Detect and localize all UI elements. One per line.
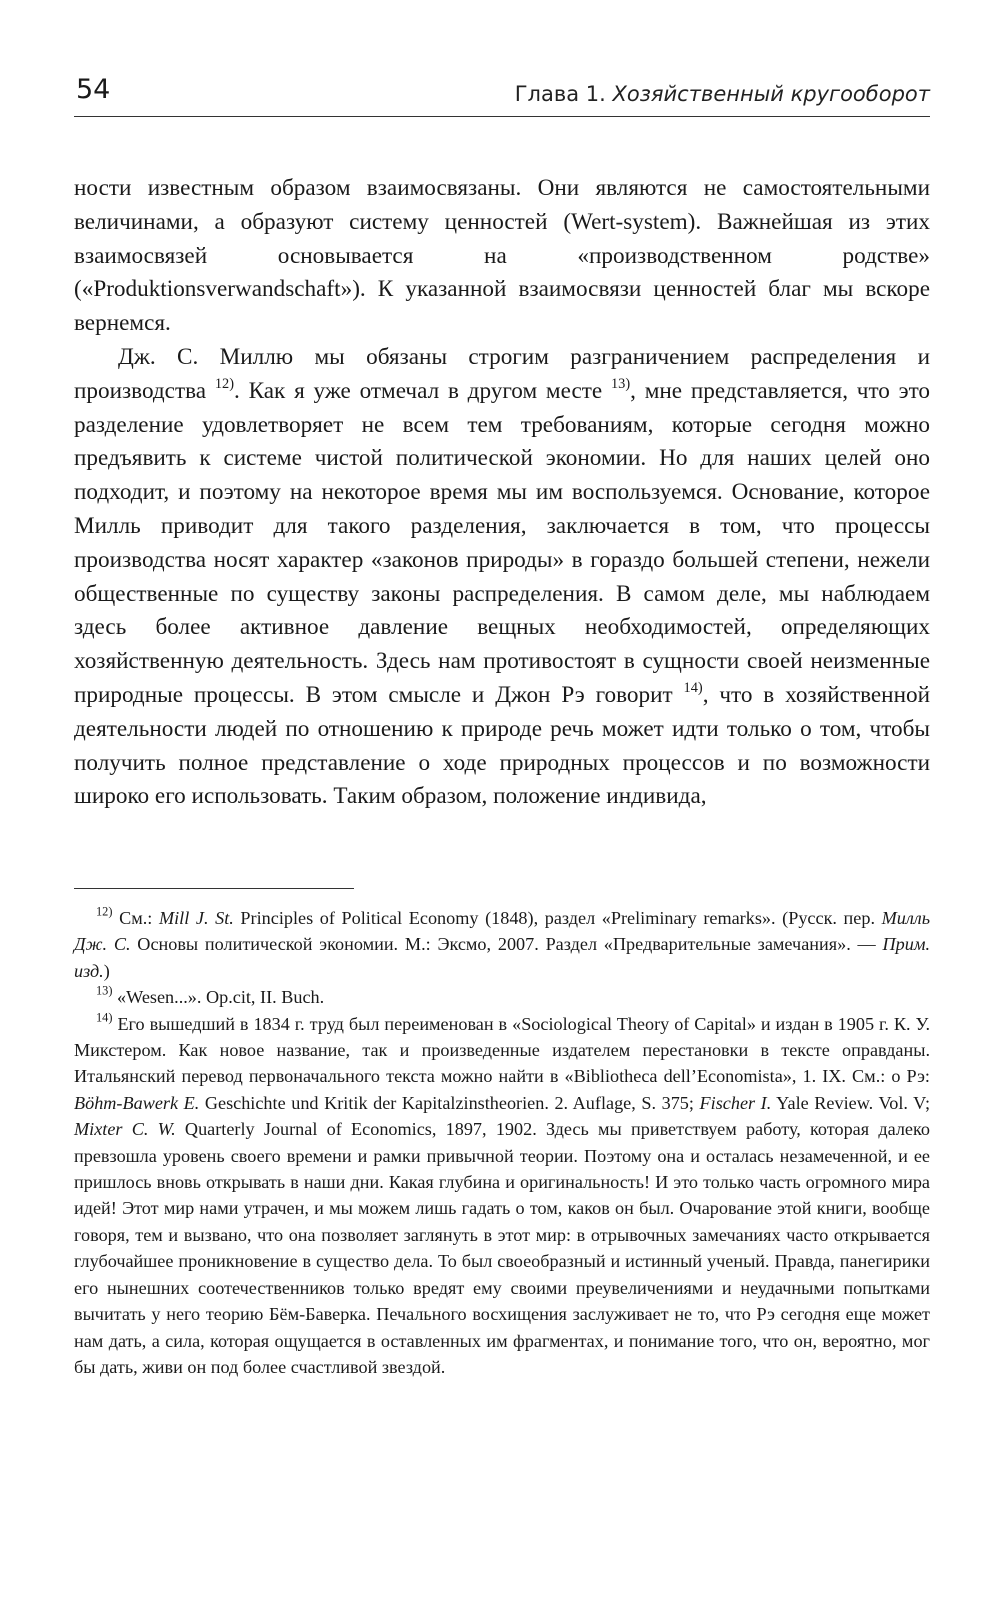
paragraph-2-part-4: , что в хозяйственной деятельности людей по отношению к природе речь может идти только о том, чтобы получить полное представление о ходе природных процессов и по возможности широко его использовать. Таким образом, положение индивида, [74, 681, 931, 810]
footnote-13 [74, 984, 930, 1010]
footnote-14-text: Geschichte und Kritik der Kapitalzinstheorien. 2. Auflage, S. 375; [199, 1092, 700, 1113]
paragraph-2-part-2: . Как я уже отмечал в другом месте [234, 377, 603, 404]
footnote-14-text: Yale Review. Vol. V; [771, 1092, 931, 1113]
footnote-ref-12[interactable]: 12) [214, 375, 235, 392]
footnote-14 [74, 1011, 930, 1381]
footnote-divider [74, 888, 354, 889]
footnote-12-author: Mill J. St. [158, 908, 234, 928]
footnote-12-text: См.: [119, 908, 159, 928]
footnotes [74, 905, 930, 1380]
footnote-12-text: Principles of Political Economy (1848), раздел «Preliminary remarks». (Русск. пер. [233, 908, 882, 928]
paragraph-2-part-1: Дж. С. Миллю мы обязаны строгим разграничением распределения и производства [74, 343, 930, 404]
running-head [74, 72, 930, 117]
footnote-12-text: Основы политической экономии. М.: Эксмо, 2007. Раздел «Предварительные замечания». — [130, 934, 883, 955]
footnote-12-mark: 12) [96, 904, 113, 919]
footnote-14-author: Mixter C. W. [74, 1119, 176, 1140]
chapter-label: Глава 1. [514, 82, 606, 106]
footnote-12-author: Милль Дж. С. [74, 908, 931, 955]
footnote-14-author: Fischer I. [699, 1092, 772, 1113]
footnote-13-text: «Wesen...». Op.cit, II. Buch. [117, 987, 325, 1008]
main-text [74, 172, 930, 814]
footnote-12-note: Прим. изд. [74, 934, 930, 981]
footnote-12-text: ) [103, 960, 110, 981]
chapter-title [515, 82, 930, 106]
paragraph-1: ности известным образом взаимосвязаны. Они являются не самостоятельными величинами, а образуют систему ценностей (Wert-system). Важнейшая из этих взаимосвязей основывается на «производственном родстве» («Produktionsverwandschaft»). К указанной взаимосвязи ценностей благ мы вскоре вернемся. [74, 175, 930, 337]
footnote-13-mark: 13) [96, 983, 113, 998]
footnote-14-text: Его вышедший в 1834 г. труд был переименован в «Sociological Theory of Capital» и издан в 1905 г. К. У. Микстером. Как новое название, так и произведенные издателем перестановки в тексте оправданы. Итальянский перевод первоначального текста можно найти в «Bibliotheca dell’Economista», 1. IX. См.: о Рэ: [74, 1013, 930, 1087]
footnote-ref-13[interactable]: 13) [610, 375, 631, 392]
footnote-12 [74, 905, 930, 984]
footnote-14-text: Quarterly Journal of Economics, 1897, 1902. Здесь мы приветствуем работу, которая далеко превзошла уровень своего времени и рамки привычной теории. Поэтому она и осталась незамеченной, и ее пришлось вновь открывать в наши дни. Какая глубина и оригинальность! И это только часть огромного мира идей! Этот мир нами утрачен, и мы можем лишь гадать о том, каков он был. Очарование этой книги, вообще говоря, тем и вызвано, что она позволяет заглянуть в этот мир: в отрывочных замечаниях часто открывается глубочайшее проникновение в существо дела. То был своеобразный и истинный ученый. Правда, панегирики его нынешних соотечественников только вредят ему своими преувеличениями и неудачными попытками вычитать у него теорию Бём-Баверка. Печального восхищения заслуживает не то, что Рэ сегодня еще может нам дать, а сила, которая ощущается в оставленных им фрагментах, и понимание того, что он, вероятно, мог бы дать, живи он под более счастливой звездой. [74, 1119, 930, 1377]
page-number: 54 [76, 74, 111, 105]
chapter-name: Хозяйственный кругооборот [612, 82, 930, 106]
footnote-14-mark: 14) [96, 1009, 113, 1024]
footnote-14-author: Böhm-Bawerk E. [74, 1092, 200, 1113]
paragraph-2 [74, 341, 930, 814]
paragraph-2-part-3: , мне представляется, что это разделение удовлетворяет не всем тем требованиям, которые сегодня можно предъявить к системе чистой политической экономии. Но для наших целей оно подходит, и поэтому на некоторое время мы им воспользуемся. Основание, которое Милль приводит для такого разделения, заключается в том, что процессы производства носят характер «законов природы» в гораздо большей степени, нежели общественные по существу законы распределения. В самом деле, мы наблюдаем здесь более активное давление вещных необходимостей, определяющих хозяйственную деятельность. Здесь нам противостоят в сущности своей неизменные природные процессы. В этом смысле и Джон Рэ говорит [74, 377, 931, 708]
footnote-ref-14[interactable]: 14) [683, 679, 703, 696]
